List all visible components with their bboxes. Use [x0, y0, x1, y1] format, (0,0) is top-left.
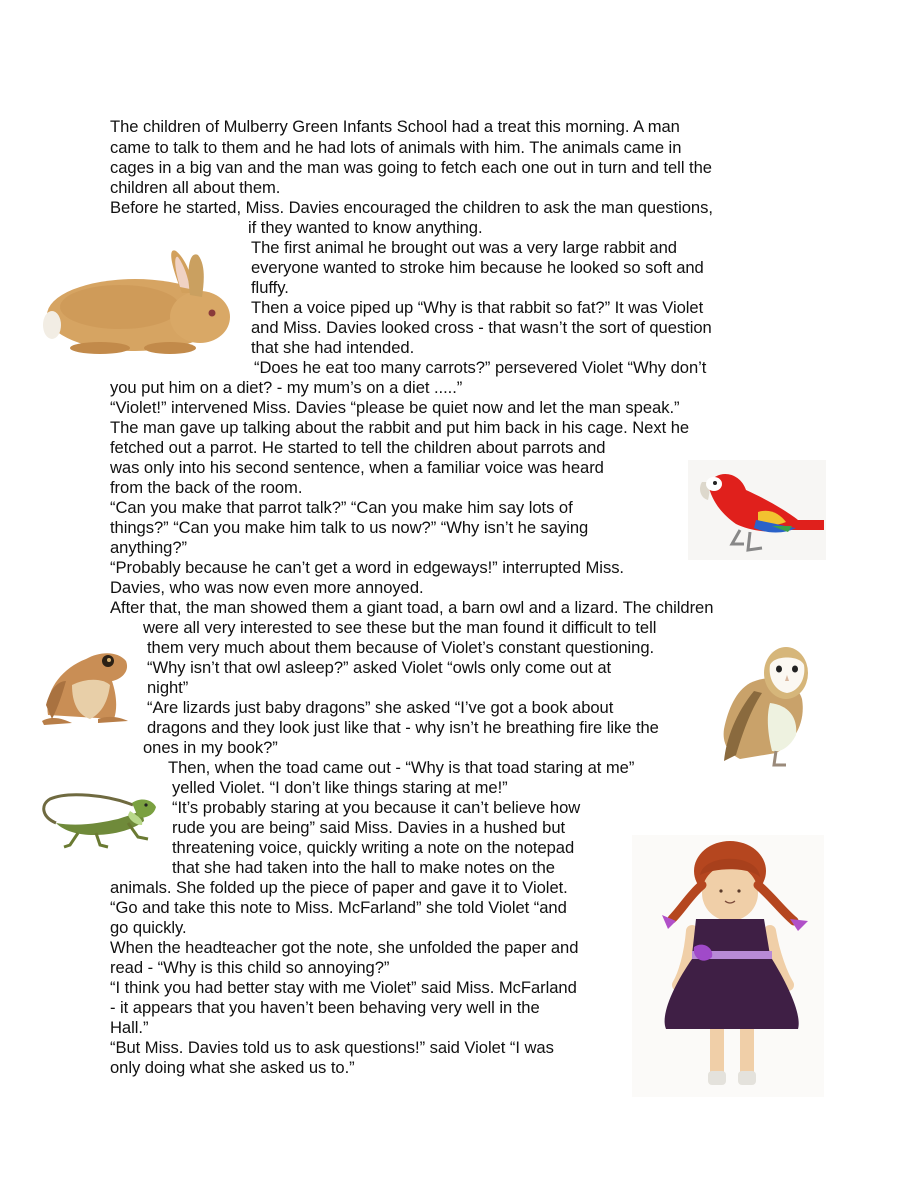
story-line: children all about them.	[110, 178, 281, 197]
story-line: anything?”	[110, 538, 187, 557]
story-line: fetched out a parrot. He started to tell the children about parrots and	[110, 438, 606, 457]
owl-icon	[710, 643, 810, 771]
story-line: The man gave up talking about the rabbit and put him back in his cage. Next he	[110, 418, 690, 437]
story-line: them very much about them because of Violet’s constant questioning.	[147, 638, 655, 657]
story-line: “But Miss. Davies told us to ask questions!” said Violet “I was	[110, 1038, 554, 1057]
story-line: animals. She folded up the piece of paper and gave it to Violet.	[110, 878, 568, 897]
story-line: “Are lizards just baby dragons” she asked “I’ve got a book about	[147, 698, 614, 717]
story-line: “Go and take this note to Miss. McFarland” she told Violet “and	[110, 898, 567, 917]
story-line: - it appears that you haven’t been behaving very well in the	[110, 998, 540, 1017]
lizard-photo	[38, 785, 160, 855]
story-line: “Does he eat too many carrots?” persevered Violet “Why don’t	[254, 358, 707, 377]
story-line: were all very interested to see these but the man found it difficult to tell	[143, 618, 657, 637]
story-line: “Can you make that parrot talk?” “Can you make him say lots of	[110, 498, 573, 517]
story-line: yelled Violet. “I don’t like things staring at me!”	[172, 778, 508, 797]
story-line: that she had taken into the hall to make notes on the	[172, 858, 555, 877]
story-line: Then, when the toad came out - “Why is that toad staring at me”	[168, 758, 635, 777]
story-line: only doing what she asked us to.”	[110, 1058, 355, 1077]
story-line: read - “Why is this child so annoying?”	[110, 958, 390, 977]
story-line: “It’s probably staring at you because it can’t believe how	[172, 798, 581, 817]
story-line: came to talk to them and he had lots of animals with him. The animals came in	[110, 138, 682, 157]
toad-photo	[38, 645, 133, 727]
story-line: go quickly.	[110, 918, 187, 937]
story-line: cages in a big van and the man was going to fetch each one out in turn and tell the	[110, 158, 712, 177]
parrot-photo	[688, 460, 826, 560]
story-line: if they wanted to know anything.	[248, 218, 483, 237]
story-line: “Probably because he can’t get a word in edgeways!” interrupted Miss.	[110, 558, 624, 577]
toad-icon	[38, 645, 133, 727]
story-line: Hall.”	[110, 1018, 149, 1037]
story-line: that she had intended.	[251, 338, 415, 357]
story-line: “I think you had better stay with me Violet” said Miss. McFarland	[110, 978, 577, 997]
story-line: When the headteacher got the note, she unfolded the paper and	[110, 938, 579, 957]
story-line: The children of Mulberry Green Infants School had a treat this morning. A man	[110, 117, 680, 136]
story-line: rude you are being” said Miss. Davies in a hushed but	[172, 818, 566, 837]
story-line: dragons and they look just like that - why isn’t he breathing fire like the	[147, 718, 659, 737]
story-line: from the back of the room.	[110, 478, 303, 497]
rabbit-icon	[40, 245, 238, 360]
story-line: was only into his second sentence, when a familiar voice was heard	[110, 458, 604, 477]
story-line: Then a voice piped up “Why is that rabbit so fat?” It was Violet	[251, 298, 704, 317]
story-line: you put him on a diet? - my mum’s on a diet .....”	[110, 378, 463, 397]
doll-icon	[632, 835, 824, 1097]
story-line: Before he started, Miss. Davies encouraged the children to ask the man questions,	[110, 198, 713, 217]
story-line: “Violet!” intervened Miss. Davies “please be quiet now and let the man speak.”	[110, 398, 680, 417]
story-line: everyone wanted to stroke him because he looked so soft and	[251, 258, 704, 277]
parrot-icon	[688, 460, 826, 560]
barn-owl-photo	[710, 643, 810, 771]
rabbit-photo	[40, 245, 238, 360]
story-line: The first animal he brought out was a very large rabbit and	[251, 238, 677, 257]
story-line: things?” “Can you make him talk to us now?” “Why isn’t he saying	[110, 518, 589, 537]
story-line: night”	[147, 678, 189, 697]
violet-doll-photo	[632, 835, 824, 1097]
story-line: “Why isn’t that owl asleep?” asked Violet “owls only come out at	[147, 658, 612, 677]
story-line: threatening voice, quickly writing a note on the notepad	[172, 838, 575, 857]
story-line: ones in my book?”	[143, 738, 278, 757]
lizard-icon	[38, 785, 160, 855]
story-line: and Miss. Davies looked cross - that wasn’t the sort of question	[251, 318, 712, 337]
story-line: fluffy.	[251, 278, 289, 297]
story-line: After that, the man showed them a giant toad, a barn owl and a lizard. The children	[110, 598, 714, 617]
story-line: Davies, who was now even more annoyed.	[110, 578, 424, 597]
